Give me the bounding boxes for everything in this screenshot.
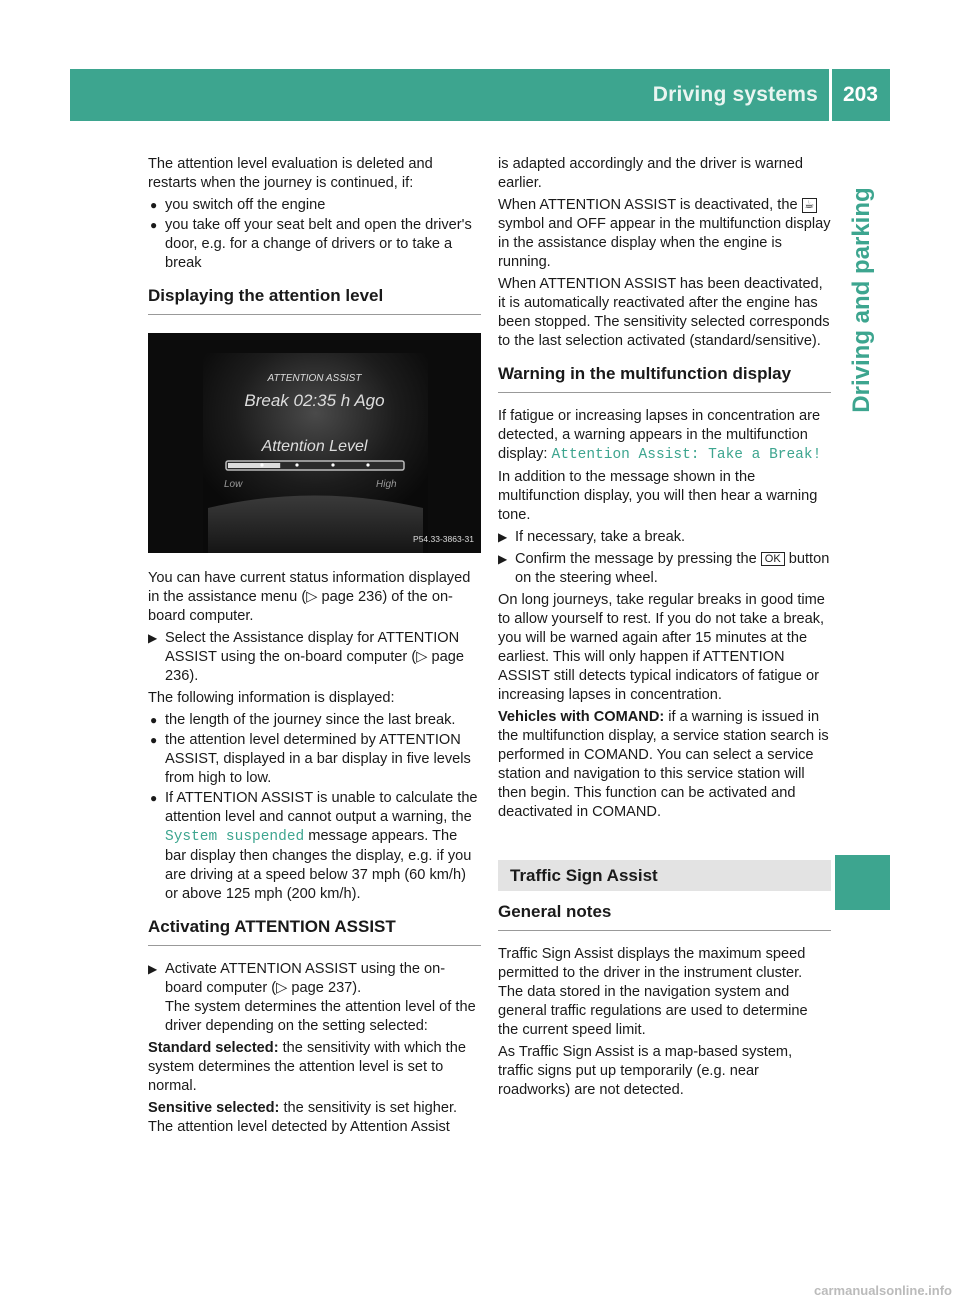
bullet-icon: ● (150, 198, 158, 212)
page-ref-arrow-icon: ▷ (416, 649, 428, 665)
step-arrow-icon: ▶ (498, 552, 508, 566)
bullet-icon: ● (150, 218, 158, 232)
bullet-icon: ● (150, 791, 158, 805)
list-item: ● If ATTENTION ASSIST is unable to calculate the attention level and cannot output a warning, the System suspended message appears. The bar display then changes the display, e.g. if you are driving at a speed below 37 mph (60 km/h) or above 125 mph (200 km/h). (150, 790, 478, 902)
paragraph: Traffic Sign Assist displays the maximum speed permitted to the driver in the instrument cluster. The data stored in the navigation system and general traffic regulations are used to determine the current speed limit. (498, 946, 808, 1038)
heading-displaying-attention-level: Displaying the attention level (148, 285, 481, 315)
paragraph: Vehicles with COMAND: if a warning is issued in the multifunction display, a service station search is performed in COMAND. You can select a service station and navigation to this service station will then begin. This function can be activated and deactivated in COMAND. (498, 709, 829, 820)
side-tab-label: Driving and parking (848, 187, 875, 413)
left-column (148, 155, 481, 1140)
attention-assist-display-figure (148, 333, 481, 553)
list-item: ● the length of the journey since the last break. (150, 712, 456, 728)
step-arrow-icon: ▶ (148, 631, 158, 645)
attention-level-label: Attention Level (261, 438, 368, 455)
paragraph: When ATTENTION ASSIST has been deactivated, it is automatically reactivated after the engine has been stopped. The sensitivity selected corresponds to the last selection activated (standard/sensitive). (498, 276, 830, 349)
instruction-step: ▶ Confirm the message by pressing the OK button on the steering wheel. (498, 551, 830, 586)
paragraph: On long journeys, take regular breaks in good time to allow yourself to rest. If you do not take a break, you will be warned again after 15 minutes at the earliest. This will only happen if ATTENTION ASSIST still detects typical indicators of fatigue or increasing lapses in concentration. (498, 592, 825, 703)
bullet-icon: ● (150, 733, 158, 747)
paragraph: The attention level evaluation is deleted and restarts when the journey is continued, if: (148, 156, 433, 191)
side-tab-marker (835, 855, 890, 910)
step-arrow-icon: ▶ (498, 530, 508, 544)
paragraph: In addition to the message shown in the multifunction display, you will then hear a warning tone. (498, 469, 818, 523)
display-message-code: System suspended (165, 829, 305, 845)
list-item: ● you switch off the engine (150, 197, 326, 213)
page-ref-arrow-icon: ▷ (276, 980, 288, 996)
watermark: carmanualsonline.info (814, 1283, 952, 1298)
page-number: 203 (842, 83, 878, 106)
figure-code: P54.33-3863-31 (413, 534, 474, 544)
bullet-icon: ● (150, 713, 158, 727)
paragraph: Standard selected: the sensitivity with which the system determines the attention level is set to normal. (148, 1040, 466, 1094)
heading-activating-attention-assist: Activating ATTENTION ASSIST (148, 916, 481, 946)
scale-high-label: High (376, 479, 397, 490)
paragraph: When ATTENTION ASSIST is deactivated, the ☕ symbol and OFF appear in the multifunction display in the assistance display when the engine is running. (498, 197, 831, 270)
display-message-code: Attention Assist: Take a Break! (551, 447, 822, 463)
paragraph: Sensitive selected: the sensitivity is set higher. The attention level detected by Attention Assist (148, 1100, 458, 1135)
heading-general-notes: General notes (498, 901, 831, 931)
attention-level-bar-fill (228, 463, 280, 468)
display-title: ATTENTION ASSIST (267, 373, 362, 384)
step-arrow-icon: ▶ (148, 962, 158, 976)
paragraph: If fatigue or increasing lapses in concentration are detected, a warning appears in the multifunction display: Attention Assist: Take a Break! (498, 408, 822, 463)
right-column (498, 155, 831, 1103)
coffee-cup-icon: ☕ (802, 198, 817, 213)
header-divider (829, 69, 832, 121)
heading-warning-multifunction-display: Warning in the multifunction display (498, 363, 831, 393)
break-time-readout: Break 02:35 h Ago (244, 391, 385, 410)
page-ref-arrow-icon: ▷ (306, 589, 318, 605)
scale-low-label: Low (224, 479, 243, 490)
page-header (70, 69, 890, 121)
list-item: ● the attention level determined by ATTENTION ASSIST, displayed in a bar display in five levels from high to low. (150, 732, 471, 786)
paragraph: As Traffic Sign Assist is a map-based system, traffic signs put up temporarily (e.g. near roadworks) are not detected. (498, 1044, 793, 1098)
ok-button-icon: OK (761, 552, 785, 566)
section-title: Driving systems (652, 83, 818, 106)
list-item: ● you take off your seat belt and open the driver's door, e.g. for a change of drivers or to take a break (150, 217, 472, 271)
paragraph: The following information is displayed: (148, 690, 395, 706)
instruction-step: ▶ Activate ATTENTION ASSIST using the on-board computer (▷ page 237). The system determines the attention level of the driver depending on the setting selected: (148, 961, 476, 1034)
section-heading-traffic-sign-assist: Traffic Sign Assist (498, 860, 831, 891)
paragraph: You can have current status information displayed in the assistance menu (▷ page 236) of the on-board computer. (148, 570, 471, 624)
instruction-step: ▶ Select the Assistance display for ATTENTION ASSIST using the on-board computer (▷ page 236). (148, 630, 464, 684)
instruction-step: ▶ If necessary, take a break. (498, 529, 686, 545)
paragraph: is adapted accordingly and the driver is warned earlier. (498, 156, 804, 191)
